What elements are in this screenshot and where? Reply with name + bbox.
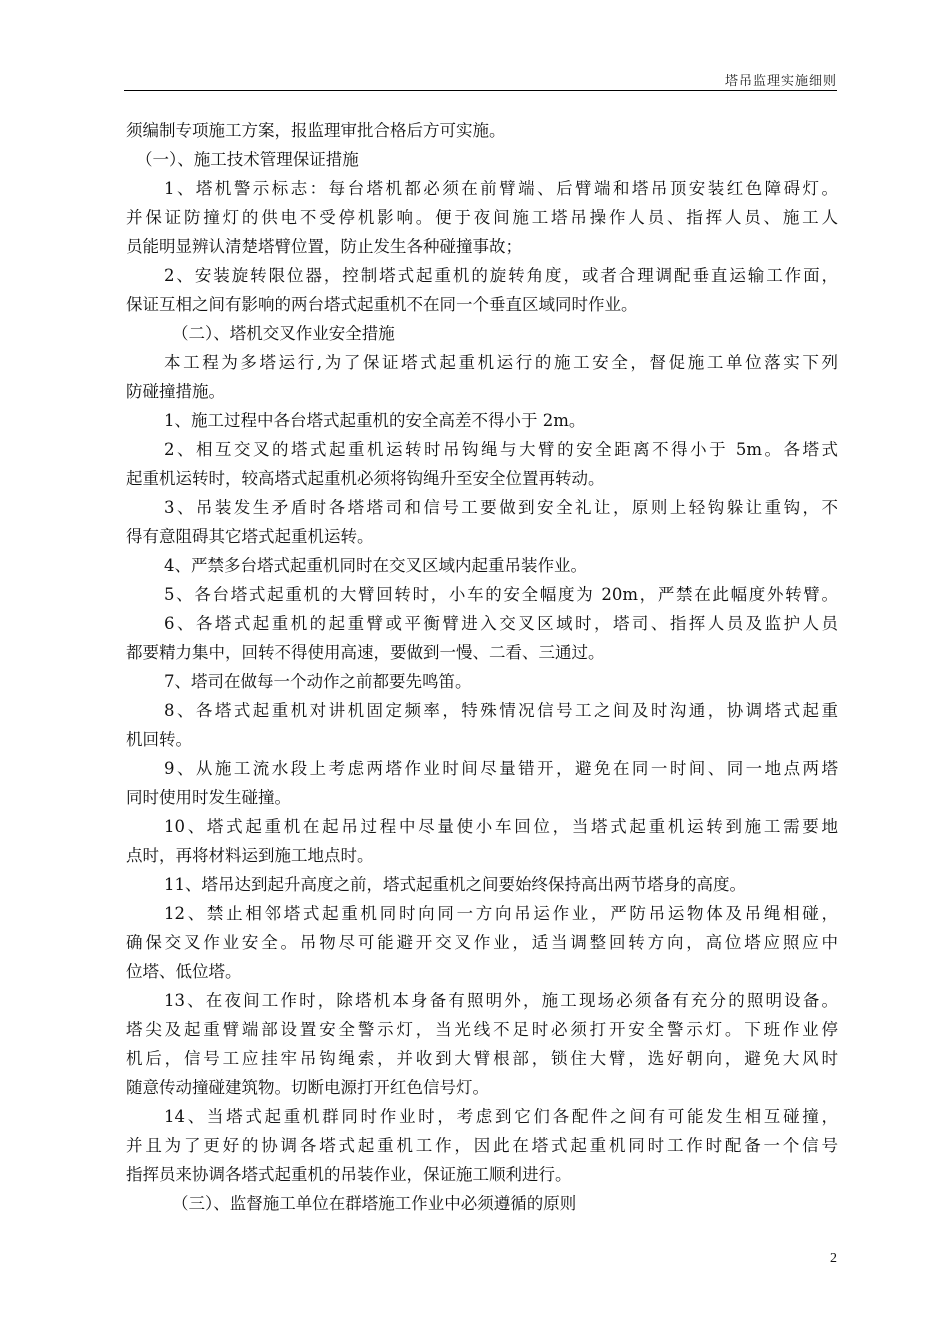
paragraph-line: 1、施工过程中各台塔式起重机的安全高差不得小于 2m。 <box>164 411 586 430</box>
paragraph-line: 机后，信号工应挂牢吊钩绳索，并收到大臂根部，锁住大臂，选好朝向，避免大风时 <box>126 1049 838 1068</box>
running-header-title: 塔吊监理实施细则 <box>724 74 837 89</box>
paragraph-line: 8、各塔式起重机对讲机固定频率，特殊情况信号工之间及时沟通，协调塔式起重 <box>164 701 838 720</box>
paragraph-line: 12、禁止相邻塔式起重机同时向同一方向吊运作业，严防吊运物体及吊绳相碰， <box>164 904 838 923</box>
paragraph-line: 本工程为多塔运行,为了保证塔式起重机运行的施工安全，督促施工单位落实下列 <box>164 353 838 372</box>
paragraph-line: 5、各台塔式起重机的大臂回转时，小车的安全幅度为 20m，严禁在此幅度外转臂。 <box>164 585 838 604</box>
paragraph-line: 保证互相之间有影响的两台塔式起重机不在同一个垂直区域同时作业。 <box>126 295 638 314</box>
page-number: 2 <box>830 1251 837 1266</box>
paragraph-line: 6、各塔式起重机的起重臂或平衡臂进入交叉区域时，塔司、指挥人员及监护人员 <box>164 614 838 633</box>
paragraph-line: 起重机运转时，较高塔式起重机必须将钩绳升至安全位置再转动。 <box>126 469 605 488</box>
paragraph-line: 9、从施工流水段上考虑两塔作业时间尽量错开，避免在同一时间、同一地点两塔 <box>164 759 838 778</box>
paragraph-line: 2、安装旋转限位器，控制塔式起重机的旋转角度，或者合理调配垂直运输工作面， <box>164 266 838 285</box>
paragraph-line: 确保交叉作业安全。吊物尽可能避开交叉作业，适当调整回转方向，高位塔应照应中 <box>126 933 838 952</box>
paragraph-line: 防碰撞措施。 <box>126 382 225 401</box>
paragraph-line: 7、塔司在做每一个动作之前都要先鸣笛。 <box>164 672 472 691</box>
paragraph-line: 点时，再将材料运到施工地点时。 <box>126 846 374 865</box>
paragraph-line: 得有意阻碍其它塔式起重机运转。 <box>126 527 374 546</box>
paragraph-line: 3、吊装发生矛盾时各塔塔司和信号工要做到安全礼让，原则上轻钩躲让重钩，不 <box>164 498 838 517</box>
paragraph-line: 塔尖及起重臂端部设置安全警示灯，当光线不足时必须打开安全警示灯。下班作业停 <box>126 1020 838 1039</box>
paragraph-line: 4、严禁多台塔式起重机同时在交叉区域内起重吊装作业。 <box>164 556 587 575</box>
section-heading: （三）、监督施工单位在群塔施工作业中必须遵循的原则 <box>172 1194 577 1213</box>
paragraph-line: 须编制专项施工方案，报监理审批合格后方可实施。 <box>126 121 506 140</box>
paragraph-line: 并且为了更好的协调各塔式起重机工作，因此在塔式起重机同时工作时配备一个信号 <box>126 1136 838 1155</box>
paragraph-line: 随意传动撞碰建筑物。切断电源打开红色信号灯。 <box>126 1078 489 1097</box>
section-heading: （二）、塔机交叉作业安全措施 <box>172 324 395 343</box>
header-rule <box>124 90 837 91</box>
paragraph-line: 机回转。 <box>126 730 192 749</box>
paragraph-line: 位塔、低位塔。 <box>126 962 242 981</box>
paragraph-line: 2、相互交叉的塔式起重机运转时吊钩绳与大臂的安全距离不得小于 5m。各塔式 <box>164 440 838 459</box>
paragraph-line: 13、在夜间工作时，除塔机本身备有照明外，施工现场必须备有充分的照明设备。 <box>164 991 838 1010</box>
section-heading: （一）、施工技术管理保证措施 <box>136 150 359 169</box>
paragraph-line: 1、塔机警示标志：每台塔机都必须在前臂端、后臂端和塔吊顶安装红色障碍灯。 <box>164 179 838 198</box>
paragraph-line: 并保证防撞灯的供电不受停机影响。便于夜间施工塔吊操作人员、指挥人员、施工人 <box>126 208 838 227</box>
paragraph-line: 员能明显辨认清楚塔臂位置，防止发生各种碰撞事故； <box>126 237 522 256</box>
paragraph-line: 同时使用时发生碰撞。 <box>126 788 291 807</box>
paragraph-line: 10、塔式起重机在起吊过程中尽量使小车回位，当塔式起重机运转到施工需要地 <box>164 817 838 836</box>
paragraph-line: 指挥员来协调各塔式起重机的吊装作业，保证施工顺利进行。 <box>126 1165 572 1184</box>
paragraph-line: 14、当塔式起重机群同时作业时，考虑到它们各配件之间有可能发生相互碰撞， <box>164 1107 838 1126</box>
document-body <box>126 116 838 1218</box>
paragraph-line: 都要精力集中，回转不得使用高速，要做到一慢、二看、三通过。 <box>126 643 605 662</box>
paragraph-line: 11、塔吊达到起升高度之前，塔式起重机之间要始终保持高出两节塔身的高度。 <box>164 875 746 894</box>
